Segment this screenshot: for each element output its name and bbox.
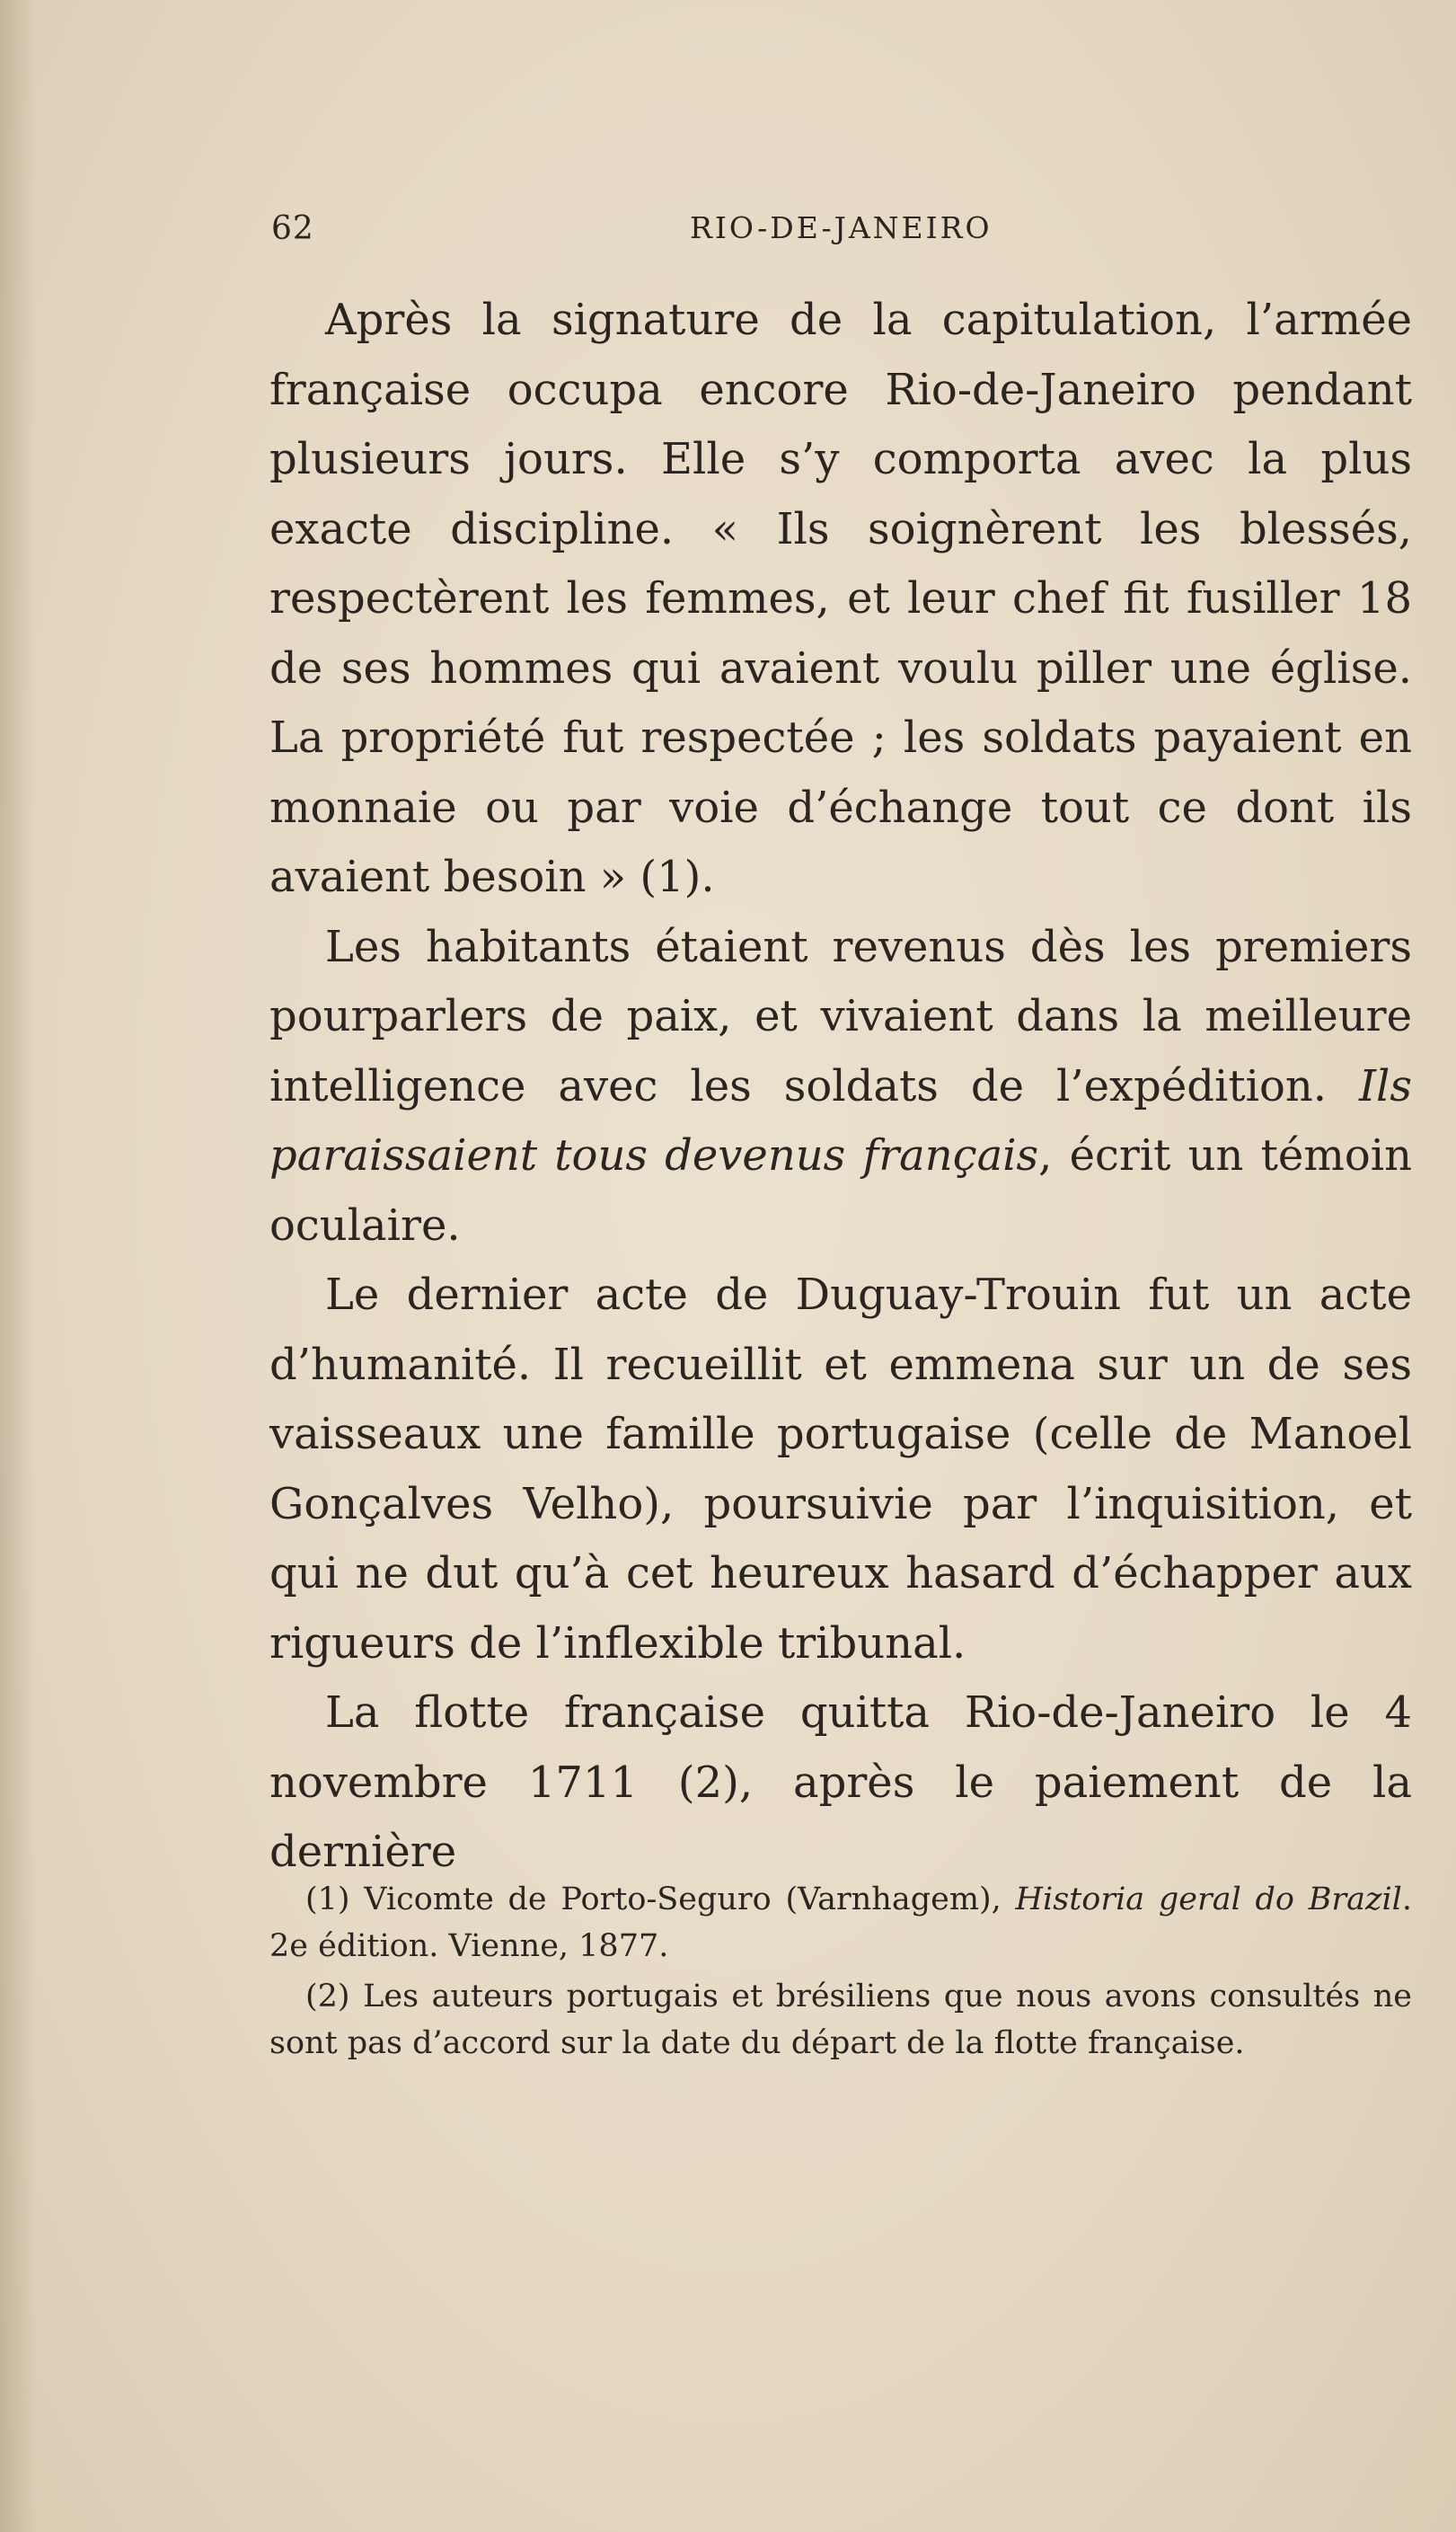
footnote-1-tail: . 2e édition. Vienne, 1877. bbox=[269, 1881, 1412, 1964]
paragraph-departure: La flotte française quitta Rio-de-Janeiro le 4 novembre 1711 (2), après le paiement de la dernière bbox=[269, 1687, 1412, 1877]
running-head bbox=[271, 205, 1410, 259]
paragraph-inhabitants-text: Les habitants étaient revenus dès les premiers pourparlers de paix, et vivaient dans la meilleure intelligence avec les soldats de l’expédition. bbox=[269, 921, 1412, 1111]
paragraph-inhabitants bbox=[269, 913, 1412, 1262]
footnote-1-text: (1) Vicomte de Porto-Seguro (Varnhagem), bbox=[305, 1881, 1016, 1917]
paragraph-inhabitants-quote: Ils paraissaient tous devenus français bbox=[269, 1060, 1412, 1181]
footnote-1-title: Historia geral do Brazil bbox=[1015, 1881, 1402, 1917]
paragraph-inhabitants-tail: , écrit un témoin oculaire. bbox=[269, 1130, 1412, 1251]
page-number: 62 bbox=[271, 210, 314, 247]
footnote-1 bbox=[269, 1876, 1412, 1970]
paragraph-humanity: Le dernier acte de Duguay-Trouin fut un acte d’humanité. Il recueillit et emmena sur un de ses vaisseaux une famille portugaise (celle de Manoel Gonçalves Velho), poursuivie par l’inquisition, et qui ne dut qu’à cet heureux hasard d’échapper aux rigueurs de l’inflexible tribunal. bbox=[269, 1270, 1412, 1669]
footnote-2: (2) Les auteurs portugais et brésiliens que nous avons consultés ne sont pas d’accord sur la date du départ de la flotte française. bbox=[269, 1979, 1412, 2061]
body-text bbox=[269, 286, 1412, 1888]
paragraph-capitulation: Après la signature de la capitulation, l’armée française occupa encore Rio-de-Janeiro pendant plusieurs jours. Elle s’y comporta avec la plus exacte discipline. « Ils soignèrent les blessés, respectèrent les femmes, et leur chef fit fusiller 18 de ses hommes qui avaient voulu piller une église. La propriété fut respectée ; les soldats payaient en monnaie ou par voie d’échange tout ce dont ils avaient besoin » (1). bbox=[269, 295, 1412, 902]
footnotes bbox=[269, 1876, 1412, 2067]
binding-edge-shadow bbox=[0, 0, 36, 2532]
running-title: RIO-DE-JANEIRO bbox=[690, 210, 993, 245]
